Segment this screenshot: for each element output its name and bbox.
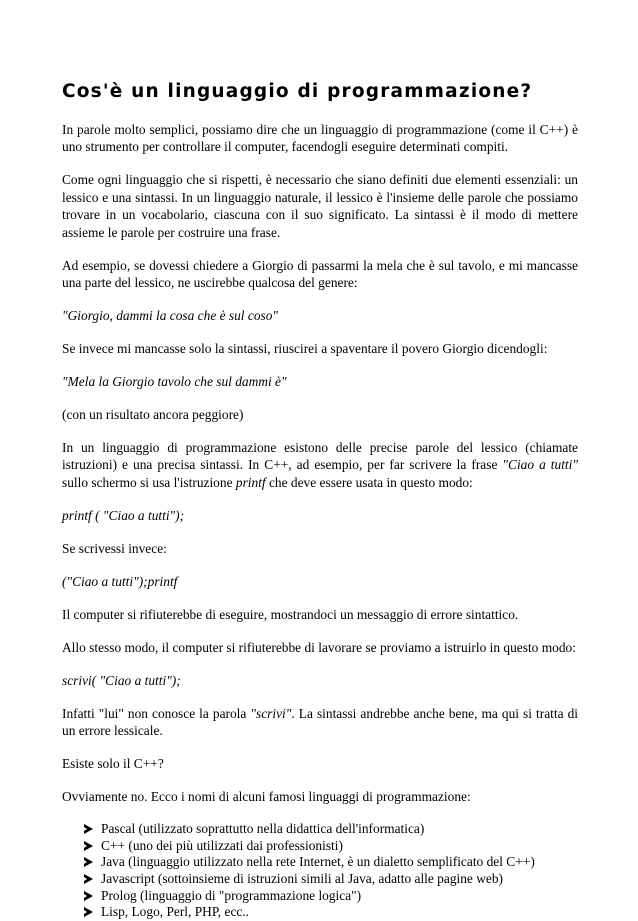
paragraph-question: Esiste solo il C++? (62, 756, 164, 772)
code-example-correct: printf ( "Ciao a tutti"); (62, 507, 185, 523)
paragraph-lexicon-syntax: Come ogni linguaggio che si rispetti, è necessario che siano definiti due elementi essenziali: un lessico e una sintassi. In un linguaggio naturale, il lessico è l'insieme delle parole che possiamo trovare in un vocabolario, ciascuna con il suo significato. La sintassi è il modo di mettere assieme le parole per costruire una frase. (62, 172, 578, 240)
paragraph-syntax-error-message: Il computer si rifiuterebbe di eseguire, mostrandoci un messaggio di errore sintattico. (62, 606, 519, 622)
inline-quote-scrivi: "scrivi" (250, 705, 292, 721)
paragraph-instead: Se scrivessi invece: (62, 540, 167, 556)
list-item (84, 888, 578, 905)
inline-code-printf: printf (235, 474, 266, 490)
arrow-bullet-icon (84, 841, 93, 851)
quote-lexicon-error: "Giorgio, dammi la cosa che è sul coso" (62, 308, 279, 324)
page-title: Cos'è un linguaggio di programmazione? (62, 81, 533, 102)
arrow-bullet-icon (84, 907, 93, 917)
list-item-label: Pascal (utilizzato soprattutto nella didattica dell'informatica) (101, 821, 425, 837)
paragraph-syntax-missing: Se invece mi mancasse solo la sintassi, riuscirei a spaventare il povero Giorgio dicendogli: (62, 341, 548, 357)
paragraph-lexical-error (62, 705, 578, 740)
arrow-bullet-icon (84, 891, 93, 901)
list-item (84, 821, 578, 838)
list-item-label: Javascript (sottoinsieme di istruzioni simili al Java, adatto alle pagine web) (101, 871, 503, 887)
text-segment: che deve essere usata in questo modo: (265, 474, 473, 490)
arrow-bullet-icon (84, 824, 93, 834)
paragraph-example: Ad esempio, se dovessi chiedere a Giorgio di passarmi la mela che è sul tavolo, e mi mancasse una parte del lessico, ne uscirebbe qualcosa del genere: (62, 257, 578, 291)
code-example-lexical-error: scrivi( "Ciao a tutti"); (62, 672, 181, 688)
text-segment: In un linguaggio di programmazione esistono delle precise parole del lessico (chiamate istruzioni) e una precisa sintassi. In C++, ad esempio, per far scrivere la frase (62, 440, 578, 473)
list-item (84, 904, 578, 921)
list-item-label: Java (linguaggio utilizzato nella rete Internet, è un dialetto semplificato del C++) (101, 854, 535, 870)
text-segment: . La sintassi andrebbe anche bene, ma qui si tratta di un errore lessicale. (62, 705, 578, 739)
paragraph-languages-intro: Ovviamente no. Ecco i nomi di alcuni famosi linguaggi di programmazione: (62, 789, 471, 805)
text-segment: Infatti "lui" non conosce la parola (62, 705, 251, 721)
document-body (62, 121, 578, 921)
arrow-bullet-icon (84, 874, 93, 884)
paragraph-programming-language (62, 439, 578, 491)
text-segment: sullo schermo si usa l'istruzione (62, 474, 236, 490)
list-item-label: C++ (uno dei più utilizzati dai professionisti) (101, 837, 343, 853)
paragraph-worse-result: (con un risultato ancora peggiore) (62, 407, 244, 423)
list-item (84, 838, 578, 855)
list-item (84, 871, 578, 888)
list-item (84, 854, 578, 871)
inline-quote-ciao: "Ciao a tutti" (502, 457, 578, 473)
languages-list (62, 821, 578, 921)
quote-syntax-error: "Mela la Giorgio tavolo che sul dammi è" (62, 374, 287, 390)
code-example-syntax-error: ("Ciao a tutti");printf (62, 573, 178, 589)
arrow-bullet-icon (84, 857, 93, 867)
list-item-label: Prolog (linguaggio di "programmazione logica") (101, 887, 362, 903)
list-item-label: Lisp, Logo, Perl, PHP, ecc.. (101, 904, 250, 920)
paragraph-intro: In parole molto semplici, possiamo dire che un linguaggio di programmazione (come il C++) è uno strumento per controllare il computer, facendogli eseguire determinati compiti. (62, 122, 578, 155)
paragraph-same-way: Allo stesso modo, il computer si rifiuterebbe di lavorare se proviamo a istruirlo in questo modo: (62, 639, 576, 655)
